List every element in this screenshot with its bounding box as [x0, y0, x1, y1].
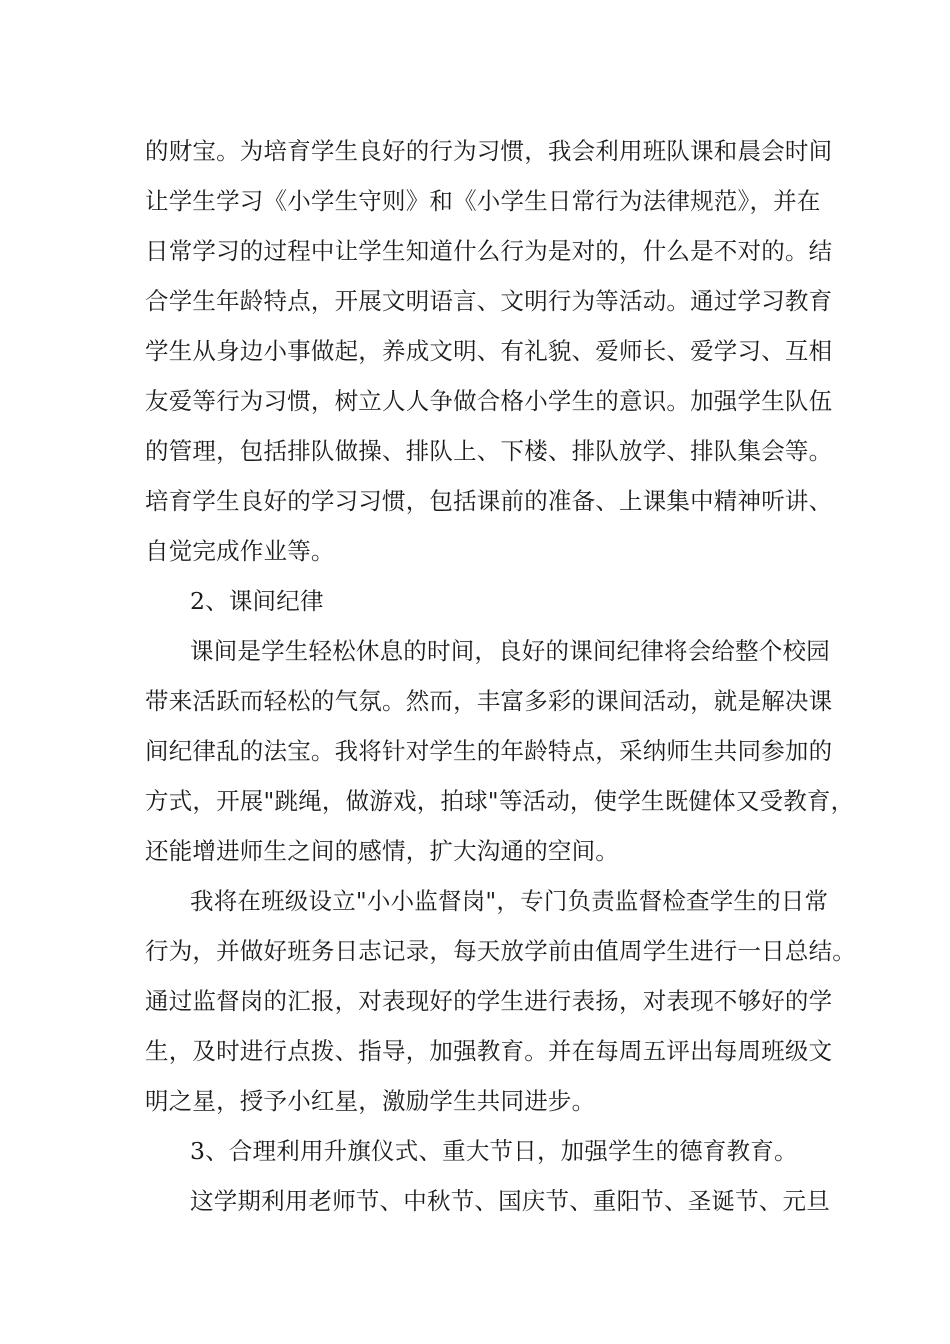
- paragraph-first-line: 我将在班级设立"小小监督岗"，专门负责监督检查学生的日常: [190, 887, 829, 915]
- text-line: 的管理，包括排队做操、排队上、下楼、排队放学、排队集会等。: [145, 437, 833, 465]
- text-line: 的财宝。为培育学生良好的行为习惯，我会利用班队课和晨会时间: [145, 137, 833, 165]
- text-line: 合学生年龄特点，开展文明语言、文明行为等活动。通过学习教育: [145, 287, 833, 315]
- text-line: 友爱等行为习惯，树立人人争做合格小学生的意识。加强学生队伍: [145, 387, 833, 415]
- text-line: 带来活跃而轻松的气氛。然而，丰富多彩的课间活动，就是解决课: [145, 687, 833, 715]
- text-line: 明之星，授予小红星，激励学生共同进步。: [145, 1087, 596, 1115]
- text-line: 自觉完成作业等。: [145, 537, 335, 565]
- text-line: 培育学生良好的学习习惯，包括课前的准备、上课集中精神听讲、: [145, 487, 833, 515]
- text-line: 学生从身边小事做起，养成文明、有礼貌、爱师长、爱学习、互相: [145, 337, 833, 365]
- text-line: 行为，并做好班务日志记录，每天放学前由值周学生进行一日总结。: [145, 937, 856, 965]
- text-line: 方式，开展"跳绳，做游戏，拍球"等活动，使学生既健体又受教育，: [145, 787, 855, 815]
- text-line: 让学生学习《小学生守则》和《小学生日常行为法律规范》，并在: [145, 187, 821, 215]
- text-line: 日常学习的过程中让学生知道什么行为是对的，什么是不对的。结: [145, 237, 833, 265]
- text-line: 生，及时进行点拨、指导，加强教育。并在每周五评出每周班级文: [145, 1037, 833, 1065]
- text-line: 通过监督岗的汇报，对表现好的学生进行表扬，对表现不够好的学: [145, 987, 833, 1015]
- section-heading: 2、课间纪律: [190, 587, 324, 615]
- text-line: 还能增进师生之间的感情，扩大沟通的空间。: [145, 837, 619, 865]
- text-line: 间纪律乱的法宝。我将针对学生的年龄特点，采纳师生共同参加的: [145, 737, 833, 765]
- paragraph-first-line: 这学期利用老师节、中秋节、国庆节、重阳节、圣诞节、元旦: [190, 1187, 830, 1215]
- section-heading: 3、合理利用升旗仪式、重大节日，加强学生的德育教育。: [190, 1137, 798, 1165]
- paragraph-first-line: 课间是学生轻松休息的时间，良好的课间纪律将会给整个校园: [190, 637, 830, 665]
